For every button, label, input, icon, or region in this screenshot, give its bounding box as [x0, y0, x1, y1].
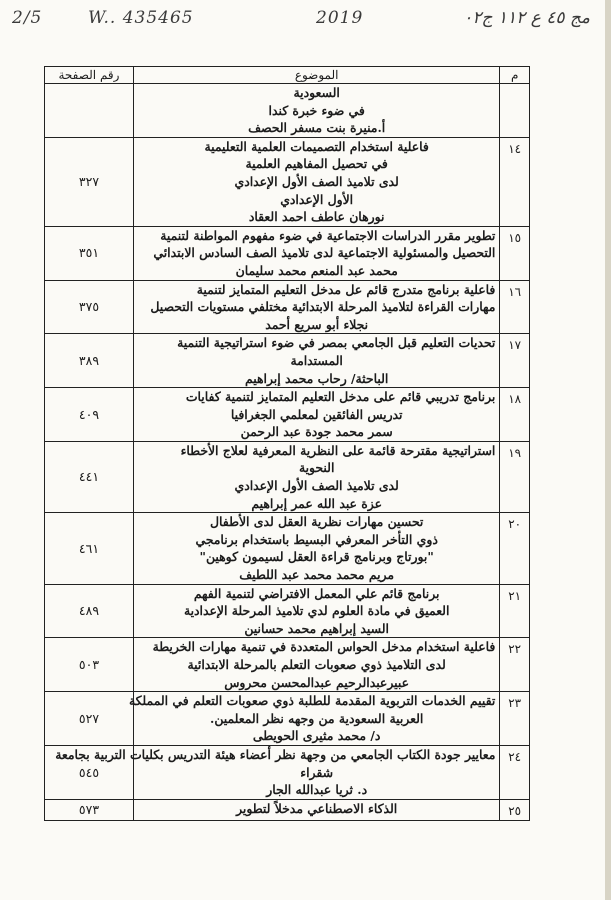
row-page-number: ٣٢٧	[45, 137, 134, 226]
row-topic	[133, 226, 499, 280]
row-number: ٢٤	[500, 745, 530, 799]
table-row	[45, 745, 530, 799]
table-row	[45, 584, 530, 638]
topic-line: برنامج تدريبي قائم على مدخل التعليم المتمايز لتنمية كفايات	[185, 389, 496, 405]
topic-line: د/ محمد مثيرى الحويطى	[252, 728, 381, 744]
topic-line: الذكاء الاصطناعي مدخلاً لتطوير	[236, 800, 398, 816]
topic-line: تحسين مهارات نظرية العقل لدى الأطفال	[210, 514, 424, 530]
topic-line: معايير جودة الكتاب الجامعي من وجهة نظر أعضاء هيئة التدريس بكليات التربية بجامعة	[55, 746, 496, 762]
row-number: ٢٠	[500, 513, 530, 584]
row-page-number: ٤٤١	[45, 441, 134, 512]
row-page-number: ٥٤٥	[45, 745, 134, 799]
table-row	[45, 692, 530, 746]
topic-line: نورهان عاطف احمد العقاد	[248, 209, 385, 225]
topic-line: د. ثريا عبدالله الجار	[266, 782, 368, 798]
topic-line: العربية السعودية من وجهه نظر المعلمين.	[210, 710, 424, 726]
topic-line: في تحصيل المفاهيم العلمية	[245, 156, 388, 172]
row-page-number: ٣٨٩	[45, 334, 134, 388]
contents-table	[44, 66, 530, 821]
row-topic	[133, 334, 499, 388]
row-page-number: ٤٨٩	[45, 584, 134, 638]
table-row	[45, 137, 530, 226]
row-page-number: ٥٧٣	[45, 799, 134, 821]
table-row	[45, 388, 530, 442]
topic-line: المستدامة	[290, 352, 343, 368]
row-topic	[128, 692, 499, 746]
table-row	[45, 226, 530, 280]
topic-line: الباحثة/ رحاب محمد إبراهيم	[245, 370, 389, 386]
topic-line: أ.منيرة بنت مسفر الحصف	[248, 120, 386, 136]
topic-line: التحصيل والمسئولية الاجتماعية لدى تلاميذ الصف السادس الابتدائي	[153, 245, 496, 261]
topic-line: العميق في مادة العلوم لدي تلاميذ المرحلة الإعدادية	[183, 603, 450, 619]
topic-line: شقراء	[300, 764, 334, 780]
topic-line: لدى التلاميذ ذوي صعوبات التعلم بالمرحلة الابتدائية	[187, 657, 446, 672]
row-topic	[133, 799, 499, 821]
row-topic	[133, 388, 499, 442]
row-page-number: ٥٠٣	[45, 638, 134, 692]
row-topic	[133, 137, 499, 226]
topic-line: مريم محمد محمد عبد اللطيف	[239, 567, 395, 583]
table-row	[45, 513, 530, 584]
handwritten-year: 2019	[316, 8, 364, 28]
topic-line: برنامج قائم علي المعمل الافتراضي لتنمية الفهم	[193, 585, 440, 601]
topic-line: في ضوء خبرة كندا	[268, 102, 365, 118]
row-number: ١٧	[500, 334, 530, 388]
table-header-row	[45, 67, 530, 84]
row-number: ١٤	[500, 137, 530, 226]
handwritten-volume-ref: مج ٤٥ ع ١١٢ ج٠٢	[463, 8, 590, 28]
row-page-number	[45, 84, 134, 138]
row-topic	[133, 441, 499, 512]
page-edge	[605, 0, 611, 900]
row-page-number: ٣٥١	[45, 226, 134, 280]
header-number: م	[500, 67, 530, 84]
topic-line: لدى تلاميذ الصف الأول الإعدادي	[234, 478, 399, 494]
topic-line: فاعلية استخدام التصميمات العلمية التعليمية	[204, 138, 429, 154]
topic-line: سمر محمد جودة عبد الرحمن	[240, 424, 393, 440]
row-topic	[133, 280, 499, 334]
topic-line: مهارات القراءة لتلاميذ المرحلة الابتدائية مختلفي مستويات التحصيل	[150, 299, 496, 315]
row-topic	[133, 84, 499, 138]
row-topic	[133, 638, 499, 692]
topic-line: عزة عبد الله عمر إبراهيم	[251, 495, 382, 511]
row-number: ١٨	[500, 388, 530, 442]
row-topic	[133, 584, 499, 638]
handwritten-annotation	[8, 6, 598, 34]
topic-line: الأول الإعدادي	[280, 191, 354, 207]
topic-line: تطوير مقرر الدراسات الاجتماعية في ضوء مفهوم المواطنة لتنمية	[160, 227, 496, 243]
row-number: ٢٥	[500, 799, 530, 821]
row-number: ٢١	[500, 584, 530, 638]
topic-line: تحديات التعليم قبل الجامعي بمصر في ضوء استراتيجية التنمية	[177, 335, 496, 351]
table-body	[45, 84, 530, 821]
table-row	[45, 280, 530, 334]
row-number: ١٥	[500, 226, 530, 280]
topic-line: "بورتاج وبرنامج قراءة العقل لسيمون كوهين"	[199, 549, 434, 565]
table-row	[45, 441, 530, 512]
table-row	[45, 334, 530, 388]
row-number: ١٩	[500, 441, 530, 512]
header-page-number: رقم الصفحة	[45, 67, 134, 84]
topic-line: السيد إبراهيم محمد حسانين	[244, 620, 389, 636]
topic-line: فاعلية استخدام مدخل الحواس المتعددة في تنمية مهارات الخريطة	[152, 639, 496, 655]
handwritten-code: W.. 435465	[88, 8, 194, 28]
topic-line: نجلاء أبو سريع أحمد	[265, 316, 369, 332]
topic-line: تدريس الفائقين لمعلمي الجغرافيا	[230, 406, 403, 422]
header-topic: الموضوع	[133, 67, 499, 84]
topic-line: عبيرعبدالرحيم عبدالمحسن محروس	[224, 674, 410, 690]
row-number	[500, 84, 530, 138]
row-page-number: ٤٠٩	[45, 388, 134, 442]
row-number: ٢٣	[500, 692, 530, 746]
row-number: ١٦	[500, 280, 530, 334]
row-number: ٢٢	[500, 638, 530, 692]
handwritten-page-ref: 2/5	[12, 8, 43, 28]
topic-line: فاعلية برنامج متدرج قائم عل مدخل التعليم المتمايز لتنمية	[196, 281, 496, 297]
table-row	[45, 799, 530, 821]
row-topic	[133, 513, 499, 584]
table-row	[45, 84, 530, 138]
topic-line: لدى تلاميذ الصف الأول الإعدادي	[234, 173, 399, 189]
topic-line: محمد عبد المنعم محمد سليمان	[235, 262, 398, 278]
row-page-number: ٤٦١	[45, 513, 134, 584]
topic-line: ذوي التأخر المعرفي البسيط باستخدام برنامجي	[195, 531, 438, 547]
topic-line: السعودية	[293, 85, 340, 100]
row-page-number: ٥٢٧	[45, 692, 134, 746]
row-page-number: ٣٧٥	[45, 280, 134, 334]
topic-line: النحوية	[298, 460, 335, 476]
table-row	[45, 638, 530, 692]
topic-line: استراتيجية مقترحة قائمة على النظرية المعرفية لعلاج الأخطاء	[180, 442, 496, 458]
topic-line: تقييم الخدمات التربوية المقدمة للطلبة ذوي صعوبات التعلم في المملكة	[128, 693, 496, 709]
